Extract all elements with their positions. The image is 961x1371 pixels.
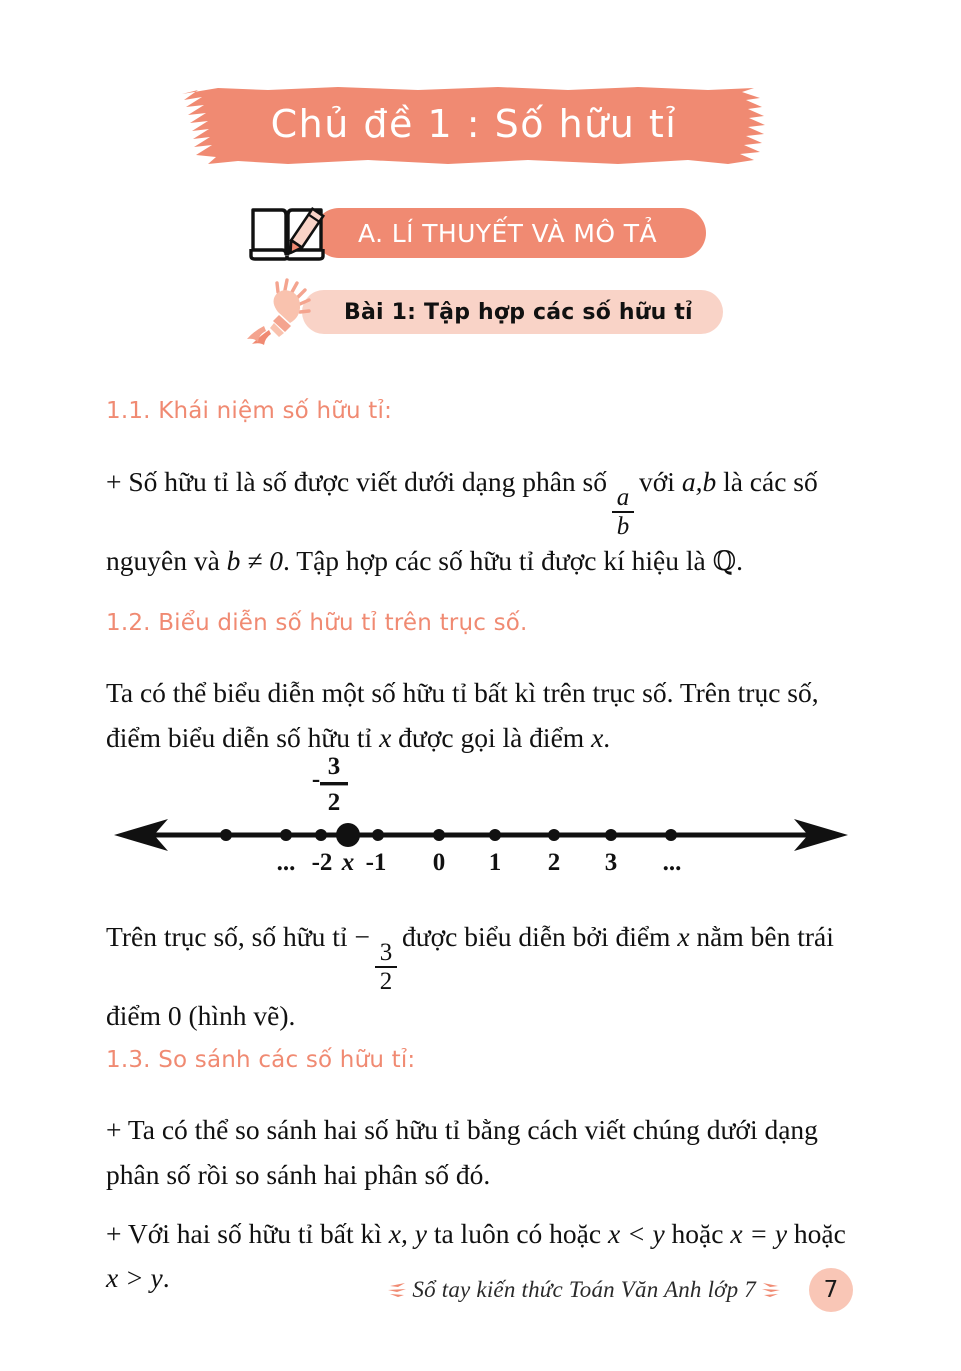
topic-banner xyxy=(168,80,780,172)
heading-1-1: 1.1. Khái niệm số hữu tỉ: xyxy=(106,398,393,424)
p11-text-d: . Tập hợp các số hữu tỉ được kí hiệu là xyxy=(283,544,706,576)
tick-dot xyxy=(665,829,677,841)
svg-text:-: - xyxy=(311,766,321,793)
section-a-pill xyxy=(314,208,706,258)
tick-label-3: 3 xyxy=(604,849,618,876)
tick-dot xyxy=(605,829,617,841)
triple-arrow-left-icon xyxy=(385,1280,407,1300)
p11-text-e: . xyxy=(736,544,743,576)
tick-dot xyxy=(548,829,560,841)
fraction-denominator: 2 xyxy=(379,968,393,996)
page-number-badge xyxy=(809,1268,853,1312)
p12-var-1: x xyxy=(379,721,392,753)
p13b-vars: x, y xyxy=(388,1217,427,1249)
rational-set-symbol: ℚ xyxy=(712,545,737,577)
p12b-sign: − xyxy=(354,921,370,952)
tick-label-0: 0 xyxy=(432,849,446,876)
p13b-relation-eq: x = y xyxy=(730,1217,788,1249)
p13b-relation-lt: x < y xyxy=(607,1217,665,1249)
p11-text-c: là các số nguyên và xyxy=(106,465,818,576)
p12-text-b: được gọi là điểm xyxy=(398,721,585,753)
p13b-text-a: + Với hai số hữu tỉ bất kì xyxy=(106,1217,382,1249)
p11-text-a: + Số hữu tỉ là số được viết dưới dạng phân số xyxy=(106,465,608,497)
fraction-a-over-b xyxy=(612,485,634,539)
tick-label-2: 2 xyxy=(547,849,561,876)
triple-arrow-right-icon xyxy=(761,1280,783,1300)
section-a-header xyxy=(248,200,706,266)
p12b-text-b: được biểu diễn bởi điểm xyxy=(401,921,671,952)
p13b-text-c: hoặc xyxy=(671,1217,724,1249)
highlighted-point-x xyxy=(336,823,360,847)
p11-text-b: với xyxy=(639,465,675,497)
lesson-label: Bài 1: Tập hợp các số hữu tỉ xyxy=(344,299,693,325)
number-line-diagram xyxy=(106,742,856,892)
heading-1-2: 1.2. Biểu diễn số hữu tỉ trên trục số. xyxy=(106,609,528,636)
paragraph-1-1 xyxy=(106,460,856,584)
svg-text:3: 3 xyxy=(327,753,341,780)
tick-label-ellipsis-left: ... xyxy=(276,849,296,876)
tick-label-x: x xyxy=(341,849,355,876)
p11-vars: a,b xyxy=(681,465,717,497)
svg-text:2: 2 xyxy=(327,789,341,816)
section-a-label: A. LÍ THUYẾT VÀ MÔ TẢ xyxy=(358,218,657,248)
heading-1-3: 1.3. So sánh các số hữu tỉ: xyxy=(106,1046,416,1073)
tick-dot xyxy=(433,829,445,841)
p13b-relation-gt: x > y xyxy=(106,1262,163,1294)
tick-label-1: 1 xyxy=(488,849,502,876)
tick-dot xyxy=(372,829,384,841)
number-line-figure xyxy=(106,742,856,892)
lesson-pill xyxy=(302,290,723,334)
fraction-denominator: b xyxy=(616,512,630,540)
fraction-numerator: 3 xyxy=(379,939,393,967)
p13b-text-e: . xyxy=(162,1262,170,1294)
numberline-fraction-label xyxy=(312,753,348,816)
tick-dot xyxy=(315,829,327,841)
page-number: 7 xyxy=(823,1277,839,1303)
footer-title: Sổ tay kiến thức Toán Văn Anh lớp 7 xyxy=(412,1277,756,1302)
lesson-header xyxy=(240,276,723,348)
tick-dot xyxy=(280,829,292,841)
p12b-text-a: Trên trục số, số hữu tỉ xyxy=(106,921,348,952)
tick-dot xyxy=(489,829,501,841)
main-content-continued xyxy=(106,915,856,1301)
p12b-text-c: nằm bên trái điểm 0 (hình vẽ). xyxy=(106,921,834,1032)
p12-text-c: . xyxy=(603,721,611,753)
tick-dot xyxy=(220,829,232,841)
main-content xyxy=(106,398,856,760)
tick-label-neg2: -2 xyxy=(311,849,333,876)
tick-label-ellipsis-right: ... xyxy=(662,849,682,876)
tick-label-neg1: -1 xyxy=(365,849,387,876)
lightbulb-rocket-icon xyxy=(240,276,320,348)
paragraph-1-3-a: + Ta có thể so sánh hai số hữu tỉ bằng cách viết chúng dưới dạng phân số rồi so sánh hai phân số đó. xyxy=(106,1114,818,1190)
p12-var-2: x xyxy=(591,721,604,753)
fraction-numerator: a xyxy=(616,483,630,511)
page-footer xyxy=(0,1268,961,1312)
page-title: Chủ đề 1 : Số hữu tỉ xyxy=(270,102,678,146)
p13b-text-b: ta luôn có hoặc xyxy=(433,1217,602,1249)
p12b-var: x xyxy=(677,921,690,952)
fraction-three-over-two xyxy=(375,940,397,994)
paragraph-1-2-b xyxy=(106,915,856,1039)
p11-condition: b ≠ 0 xyxy=(226,544,284,576)
open-book-with-pencil-icon xyxy=(248,202,326,264)
p13b-text-d: hoặc xyxy=(793,1217,846,1249)
p12-text-a: Ta có thể biểu diễn một số hữu tỉ bất kì trên trục số. Trên trục số, điểm biểu diễn số hữu tỉ xyxy=(106,677,819,753)
